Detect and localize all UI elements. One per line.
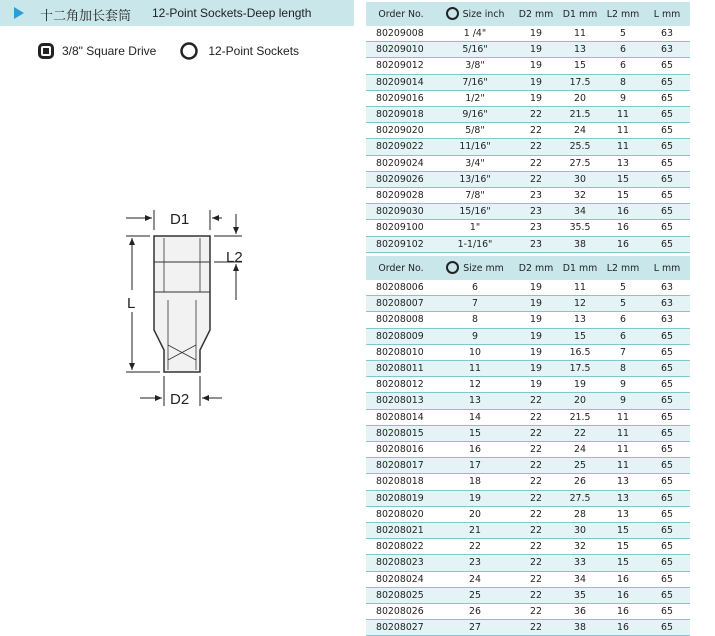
table-cell: 5 [602,296,644,312]
table-cell: 80209008 [366,26,436,42]
table-cell: 80208010 [366,344,436,360]
table-cell: 11 [558,26,602,42]
table-row [366,490,690,506]
table-cell: 1" [436,220,514,236]
table-cell: 80208020 [366,506,436,522]
table-cell: 65 [644,90,690,106]
l2-label: L2 [226,249,243,266]
table-cell: 19 [514,312,558,328]
twelve-point-icon [180,42,198,60]
table-row [366,506,690,522]
table-cell: 3/4" [436,155,514,171]
table-cell: 5/8" [436,123,514,139]
table-cell: 11 [602,123,644,139]
table-cell: 65 [644,58,690,74]
table-cell: 27 [436,620,514,636]
table-cell: 80208023 [366,555,436,571]
square-drive-icon [38,43,54,59]
table-cell: 21.5 [558,409,602,425]
table-cell: 22 [514,571,558,587]
table-cell: 19 [514,42,558,58]
table-cell: 34 [558,571,602,587]
table-cell: 15 [602,555,644,571]
table-cell: 15 [558,328,602,344]
table-cell: 65 [644,74,690,90]
table-cell: 38 [558,236,602,252]
table-cell: 65 [644,393,690,409]
table-row [366,220,690,236]
table-row [366,171,690,187]
arrowhead [202,395,209,401]
table-cell: 14 [436,409,514,425]
arrowhead [233,227,239,234]
table-cell: 65 [644,107,690,123]
col-header-l: L mm [644,2,690,26]
table-cell: 26 [436,604,514,620]
table-row [366,539,690,555]
table-row [366,361,690,377]
table-cell: 8 [602,74,644,90]
arrowhead [129,238,135,245]
table-row [366,123,690,139]
table-cell: 80209030 [366,204,436,220]
table-cell: 33 [558,555,602,571]
table-row [366,587,690,603]
table-cell: 19 [436,490,514,506]
table-cell: 9 [602,377,644,393]
col-header-size: Size inch [436,2,514,26]
table-cell: 80208022 [366,539,436,555]
table-cell: 65 [644,506,690,522]
table-cell: 13 [602,506,644,522]
table-cell: 12 [558,296,602,312]
table-cell: 13 [436,393,514,409]
table-cell: 22 [436,539,514,555]
socket-outline [154,236,210,372]
table-cell: 15 [602,539,644,555]
table-cell: 25 [436,587,514,603]
col-header-l2: L2 mm [602,2,644,26]
table-cell: 36 [558,604,602,620]
socket-diagram [118,200,258,415]
table-cell: 24 [558,442,602,458]
table-row [366,188,690,204]
table-row [366,90,690,106]
table-cell: 80208011 [366,361,436,377]
table-cell: 34 [558,204,602,220]
table-cell: 80208014 [366,409,436,425]
col-header-order: Order No. [366,256,436,280]
table-cell: 19 [514,26,558,42]
table-cell: 65 [644,377,690,393]
table-cell: 19 [514,58,558,74]
table-cell: 80209012 [366,58,436,74]
table-cell: 5 [602,280,644,296]
table-cell: 65 [644,123,690,139]
table-cell: 65 [644,587,690,603]
table-cell: 22 [514,474,558,490]
table-row [366,280,690,296]
table-cell: 80209010 [366,42,436,58]
table-cell: 17 [436,458,514,474]
table-cell: 65 [644,361,690,377]
table-cell: 80208027 [366,620,436,636]
table-cell: 80208026 [366,604,436,620]
table-cell: 24 [558,123,602,139]
table-row [366,107,690,123]
table-row [366,571,690,587]
table-cell: 80209022 [366,139,436,155]
table-cell: 22 [514,587,558,603]
table-cell: 22 [514,123,558,139]
table-cell: 80208021 [366,523,436,539]
table-row [366,74,690,90]
table-row [366,312,690,328]
table-cell: 80208019 [366,490,436,506]
table-cell: 19 [514,328,558,344]
table-cell: 32 [558,539,602,555]
table-cell: 22 [514,425,558,441]
table-cell: 22 [514,442,558,458]
table-cell: 80208018 [366,474,436,490]
table-cell: 7/16" [436,74,514,90]
table-cell: 65 [644,344,690,360]
table-cell: 22 [514,539,558,555]
table-cell: 21.5 [558,107,602,123]
table-cell: 22 [514,523,558,539]
table-cell: 19 [514,74,558,90]
table-cell: 80208015 [366,425,436,441]
table-cell: 27.5 [558,490,602,506]
table-cell: 65 [644,620,690,636]
col-header-d1: D1 mm [558,256,602,280]
legend [38,42,299,60]
table-cell: 80209020 [366,123,436,139]
table-cell: 11 [602,442,644,458]
arrowhead [129,363,135,370]
table-cell: 80209014 [366,74,436,90]
table-cell: 65 [644,155,690,171]
table-cell: 1/2" [436,90,514,106]
table-cell: 6 [602,312,644,328]
table-cell: 6 [436,280,514,296]
table-cell: 23 [436,555,514,571]
table-cell: 25 [558,458,602,474]
table-cell: 9 [436,328,514,344]
table-cell: 13 [602,155,644,171]
table-row [366,296,690,312]
table-row [366,204,690,220]
table-cell: 65 [644,458,690,474]
table-cell: 80208009 [366,328,436,344]
table-cell: 11/16" [436,139,514,155]
table-cell: 22 [514,458,558,474]
table-cell: 22 [514,171,558,187]
table-cell: 19 [514,90,558,106]
table-cell: 80209100 [366,220,436,236]
table-cell: 30 [558,171,602,187]
table-cell: 65 [644,523,690,539]
table-cell: 22 [514,490,558,506]
table-cell: 22 [514,620,558,636]
table-cell: 80208013 [366,393,436,409]
circle-icon [446,261,459,274]
arrowhead [212,215,219,221]
table-row [366,409,690,425]
table-cell: 80208007 [366,296,436,312]
table-cell: 80208017 [366,458,436,474]
table-row [366,393,690,409]
table-cell: 7/8" [436,188,514,204]
table-cell: 16 [602,571,644,587]
table-cell: 7 [602,344,644,360]
table-cell: 22 [514,604,558,620]
table-cell: 16 [602,204,644,220]
table-cell: 15 [602,523,644,539]
table-cell: 11 [602,425,644,441]
table-cell: 17.5 [558,74,602,90]
table-cell: 10 [436,344,514,360]
table-cell: 3/8" [436,58,514,74]
table-cell: 80209024 [366,155,436,171]
table-cell: 63 [644,312,690,328]
col-header-l: L mm [644,256,690,280]
table-row [366,523,690,539]
col-header-d2: D2 mm [514,2,558,26]
circle-icon [446,7,459,20]
table-row [366,377,690,393]
arrowhead [155,395,162,401]
table-cell: 26 [558,474,602,490]
table-cell: 65 [644,604,690,620]
table-cell: 65 [644,188,690,204]
table-cell: 32 [558,188,602,204]
col-header-d2: D2 mm [514,256,558,280]
table-cell: 20 [436,506,514,522]
table-cell: 65 [644,409,690,425]
table-cell: 11 [602,409,644,425]
table-cell: 12 [436,377,514,393]
table-cell: 22 [514,409,558,425]
table-cell: 16 [602,620,644,636]
table-cell: 22 [514,393,558,409]
title-english: 12-Point Sockets-Deep length [152,6,312,20]
table-cell: 65 [644,236,690,252]
table-row [366,58,690,74]
table-row [366,442,690,458]
table-cell: 23 [514,236,558,252]
table-cell: 80208008 [366,312,436,328]
square-drive-label: 3/8" Square Drive [62,44,157,58]
table-cell: 65 [644,204,690,220]
table-cell: 80209026 [366,171,436,187]
table-row [366,604,690,620]
header-bar [0,0,354,26]
table-cell: 22 [514,555,558,571]
table-row [366,155,690,171]
table-row [366,42,690,58]
arrowhead [145,215,152,221]
table-row [366,425,690,441]
table-row [366,344,690,360]
table-cell: 18 [436,474,514,490]
table-cell: 1 /4" [436,26,514,42]
table-cell: 19 [514,361,558,377]
table-cell: 9/16" [436,107,514,123]
table-cell: 23 [514,204,558,220]
table-cell: 22 [514,139,558,155]
table-cell: 17.5 [558,361,602,377]
table-cell: 21 [436,523,514,539]
table-cell: 80209018 [366,107,436,123]
table-row [366,236,690,252]
table-cell: 27.5 [558,155,602,171]
table-cell: 11 [602,107,644,123]
table-cell: 11 [558,280,602,296]
table-cell: 16 [602,236,644,252]
table-cell: 19 [514,296,558,312]
metric-size-table [366,256,690,636]
table-cell: 16 [602,604,644,620]
table-cell: 22 [514,155,558,171]
table-cell: 65 [644,555,690,571]
table-cell: 9 [602,90,644,106]
table-cell: 63 [644,296,690,312]
table-cell: 80209016 [366,90,436,106]
table-cell: 65 [644,425,690,441]
table-cell: 13 [602,474,644,490]
inch-size-table [366,2,690,253]
table-cell: 80208006 [366,280,436,296]
table-cell: 65 [644,442,690,458]
title-chinese: 十二角加长套筒 [40,8,132,23]
table-cell: 20 [558,393,602,409]
table-cell: 16.5 [558,344,602,360]
table-cell: 13 [558,312,602,328]
table-row [366,139,690,155]
table-cell: 22 [514,506,558,522]
table-cell: 13 [602,490,644,506]
col-header-d1: D1 mm [558,2,602,26]
table-cell: 65 [644,539,690,555]
socket-type-label: 12-Point Sockets [208,44,300,58]
table-cell: 80208012 [366,377,436,393]
table-cell: 65 [644,220,690,236]
d2-label: D2 [170,391,190,408]
table-cell: 5 [602,26,644,42]
col-header-order: Order No. [366,2,436,26]
table-cell: 8 [436,312,514,328]
table-cell: 20 [558,90,602,106]
d1-label: D1 [170,211,190,228]
table-row [366,458,690,474]
table-row [366,328,690,344]
table-cell: 9 [602,393,644,409]
table-cell: 6 [602,42,644,58]
table-cell: 19 [514,377,558,393]
table-cell: 65 [644,490,690,506]
table-cell: 80208016 [366,442,436,458]
table-cell: 5/16" [436,42,514,58]
table-row [366,620,690,636]
table-cell: 16 [602,220,644,236]
table-row [366,555,690,571]
table-cell: 15 [602,171,644,187]
table-cell: 35 [558,587,602,603]
table-cell: 30 [558,523,602,539]
table-cell: 8 [602,361,644,377]
table-cell: 80208024 [366,571,436,587]
table-cell: 15/16" [436,204,514,220]
table-cell: 38 [558,620,602,636]
table-cell: 65 [644,474,690,490]
table-cell: 63 [644,26,690,42]
table-cell: 80209102 [366,236,436,252]
play-triangle-icon [14,7,24,19]
table-header-row [366,2,690,26]
col-header-size: Size mm [436,256,514,280]
table-cell: 35.5 [558,220,602,236]
table-cell: 23 [514,220,558,236]
table-cell: 24 [436,571,514,587]
table-cell: 13 [558,42,602,58]
table-cell: 11 [436,361,514,377]
table-cell: 7 [436,296,514,312]
table-cell: 25.5 [558,139,602,155]
table-cell: 15 [436,425,514,441]
table-cell: 80208025 [366,587,436,603]
table-cell: 22 [514,107,558,123]
table-cell: 1-1/16" [436,236,514,252]
table-cell: 13/16" [436,171,514,187]
table-cell: 65 [644,139,690,155]
table-cell: 6 [602,58,644,74]
table-cell: 23 [514,188,558,204]
table-cell: 65 [644,328,690,344]
table-cell: 16 [436,442,514,458]
table-cell: 22 [558,425,602,441]
table-cell: 63 [644,42,690,58]
table-cell: 80209028 [366,188,436,204]
table-cell: 19 [514,344,558,360]
table-cell: 65 [644,571,690,587]
table-cell: 15 [558,58,602,74]
table-cell: 19 [558,377,602,393]
col-header-l2: L2 mm [602,256,644,280]
table-cell: 11 [602,458,644,474]
l-label: L [127,295,136,312]
table-cell: 28 [558,506,602,522]
table-cell: 6 [602,328,644,344]
table-row [366,26,690,42]
table-header-row [366,256,690,280]
table-cell: 16 [602,587,644,603]
table-cell: 15 [602,188,644,204]
table-cell: 65 [644,171,690,187]
table-cell: 11 [602,139,644,155]
table-cell: 63 [644,280,690,296]
table-row [366,474,690,490]
table-cell: 19 [514,280,558,296]
